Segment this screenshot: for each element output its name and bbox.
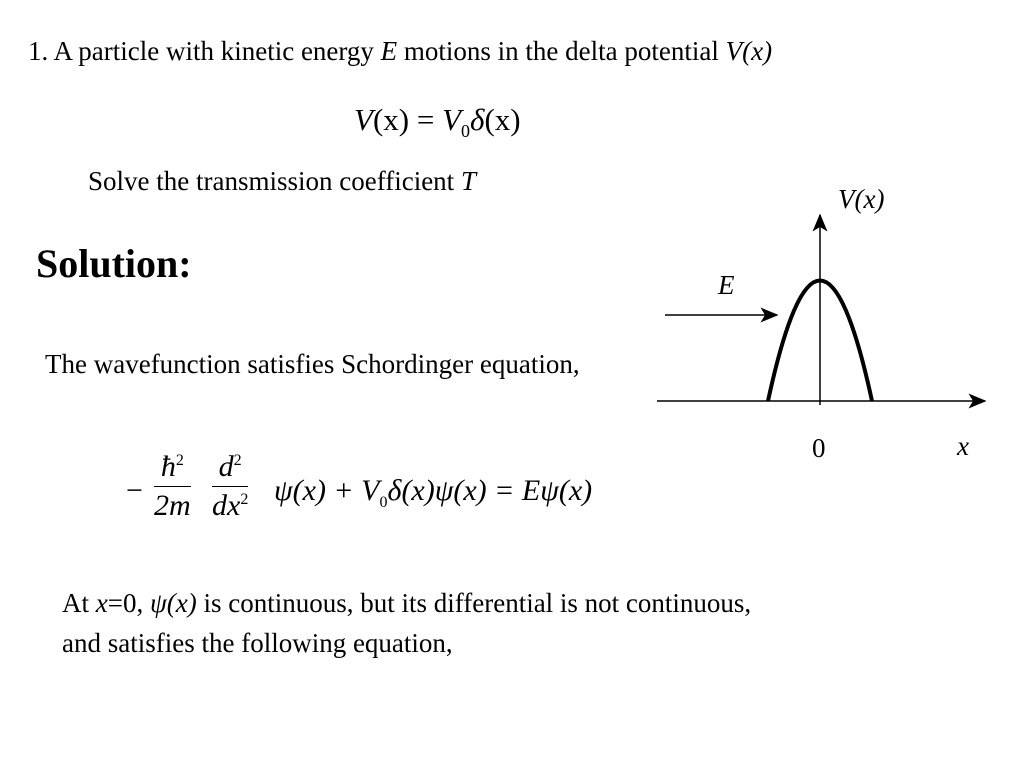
eq-v0-sub: 0 — [461, 121, 471, 142]
transmission-symbol: T — [460, 166, 476, 196]
d: d — [218, 450, 234, 483]
problem-text-2: motions in the delta potential — [403, 36, 719, 66]
energy-symbol: E — [380, 36, 398, 66]
eq2-rhs — [274, 474, 592, 512]
continuity-text — [62, 583, 1002, 663]
eq2-term2: δ(x)ψ(x) = Eψ(x) — [387, 474, 593, 507]
task-text: Solve the transmission coefficient — [88, 166, 455, 196]
y-axis-label: V(x) — [838, 184, 885, 214]
x-axis-label: x — [957, 431, 969, 461]
two-m: 2m — [154, 489, 191, 522]
eq-v0: V — [442, 102, 462, 137]
eq-v: V — [354, 102, 373, 137]
derivative-fraction — [212, 450, 248, 523]
eq2-v0-sub: 0 — [379, 494, 388, 511]
origin-label: 0 — [812, 433, 826, 463]
cont-at: At — [62, 588, 89, 618]
potential-symbol: V(x) — [725, 36, 773, 66]
cont-x: x — [95, 588, 108, 618]
eq-equals: = — [416, 102, 435, 137]
energy-label: E — [718, 270, 735, 300]
solution-heading: Solution: — [36, 241, 192, 286]
potential-diagram — [640, 170, 1000, 470]
cont-line2: and satisfies the following equation, — [62, 628, 453, 658]
hbar-fraction — [154, 450, 191, 523]
dx-exp: 2 — [240, 491, 249, 508]
cont-eq-zero: =0, — [107, 588, 144, 618]
dx: dx — [212, 489, 241, 522]
eq-delta: δ — [470, 102, 485, 137]
schrodinger-equation — [126, 450, 686, 540]
cont-psi: ψ(x) — [149, 588, 197, 618]
problem-number: 1. — [28, 36, 49, 66]
d-exp: 2 — [233, 452, 242, 469]
eq2-minus: − — [126, 474, 143, 507]
eq2-term1: ψ(x) + V — [274, 474, 380, 507]
task-statement — [88, 166, 476, 197]
potential-equation — [354, 102, 521, 142]
eq-x-arg: (x) — [372, 102, 410, 137]
problem-statement — [28, 36, 772, 67]
hbar-exp: 2 — [175, 452, 184, 469]
wavefunction-text: The wavefunction satisfies Schordinger equation, — [45, 349, 580, 379]
hbar: ħ — [160, 450, 176, 483]
eq-delta-arg: (x) — [484, 102, 521, 137]
problem-text: A particle with kinetic energy — [53, 36, 374, 66]
cont-rest: is continuous, but its differential is not continuous, — [203, 588, 752, 618]
